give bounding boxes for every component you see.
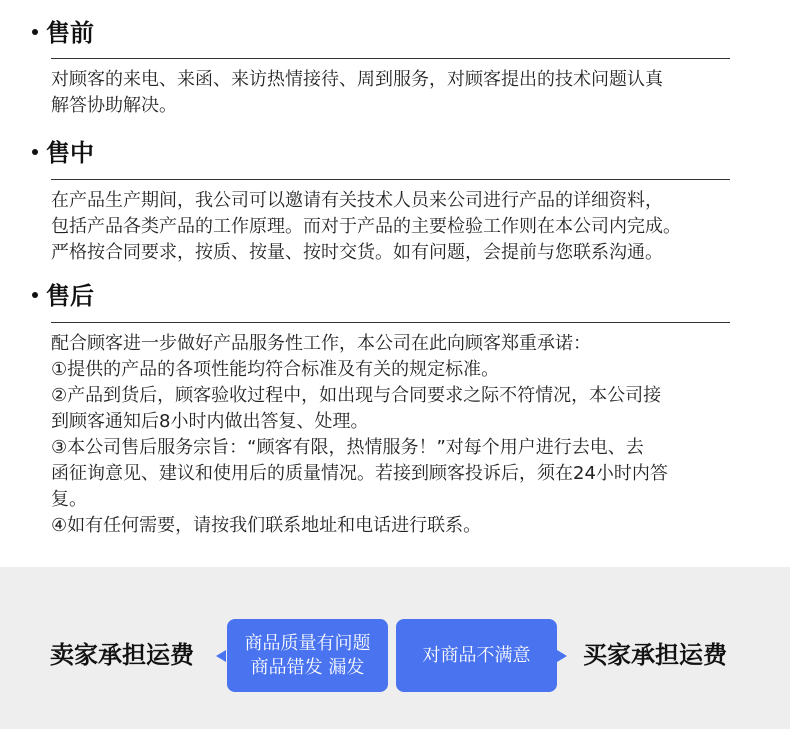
body-line: ④如有任何需要，请按我们联系地址和电话进行联系。 (51, 515, 482, 536)
body-line: ①提供的产品的各项性能均符合标准及有关的规定标准。 (51, 359, 500, 380)
section-heading-presale (32, 18, 94, 48)
arrow-right-icon (557, 650, 567, 662)
section-body-insale (51, 188, 751, 266)
body-line: 到顾客通知后8小时内做出答复、处理。 (51, 411, 369, 432)
buyer-pays-freight-label: 买家承担运费 (583, 641, 727, 669)
freight-policy-banner (0, 567, 790, 729)
body-line: 复。 (51, 489, 87, 510)
section-divider (51, 179, 730, 180)
body-line: 严格按合同要求，按质、按量、按时交货。如有问题，会提前与您联系沟通。 (51, 242, 663, 263)
section-title: 售前 (46, 19, 94, 47)
bullet-dot-icon (32, 149, 38, 155)
section-body-presale (51, 67, 751, 119)
section-heading-aftersale (32, 281, 94, 311)
section-title: 售后 (46, 282, 94, 310)
body-line: 对顾客的来电、来函、来访热情接待、周到服务，对顾客提出的技术问题认真 (51, 69, 663, 90)
body-line: 解答协助解决。 (51, 95, 177, 116)
body-line: ②产品到货后，顾客验收过程中，如出现与合同要求之际不符情况，本公司接 (51, 385, 662, 406)
section-divider (51, 58, 730, 59)
bubble-line: 商品错发 漏发 (250, 656, 365, 678)
buyer-dissatisfied-bubble (396, 619, 557, 692)
seller-pays-freight-label: 卖家承担运费 (50, 641, 194, 669)
bullet-dot-icon (32, 29, 38, 35)
section-heading-insale (32, 138, 94, 168)
section-divider (51, 322, 730, 323)
body-line: 在产品生产期间，我公司可以邀请有关技术人员来公司进行产品的详细资料， (51, 190, 663, 211)
body-line: 包括产品各类产品的工作原理。而对于产品的主要检验工作则在本公司内完成。 (51, 216, 681, 237)
section-title: 售中 (46, 139, 94, 167)
bubble-line: 对商品不满意 (422, 644, 531, 666)
body-line: 配合顾客进一步做好产品服务性工作，本公司在此向顾客郑重承诺： (51, 333, 591, 354)
body-line: ③本公司售后服务宗旨：“顾客有限，热情服务！”对每个用户进行去电、去 (51, 437, 644, 458)
arrow-left-icon (216, 650, 226, 662)
section-body-aftersale (51, 331, 751, 539)
body-line: 函征询意见、建议和使用后的质量情况。若接到顾客投诉后，须在24小时内答 (51, 463, 668, 484)
bubble-line: 商品质量有问题 (244, 632, 371, 654)
seller-fault-bubble (227, 619, 388, 692)
bullet-dot-icon (32, 292, 38, 298)
